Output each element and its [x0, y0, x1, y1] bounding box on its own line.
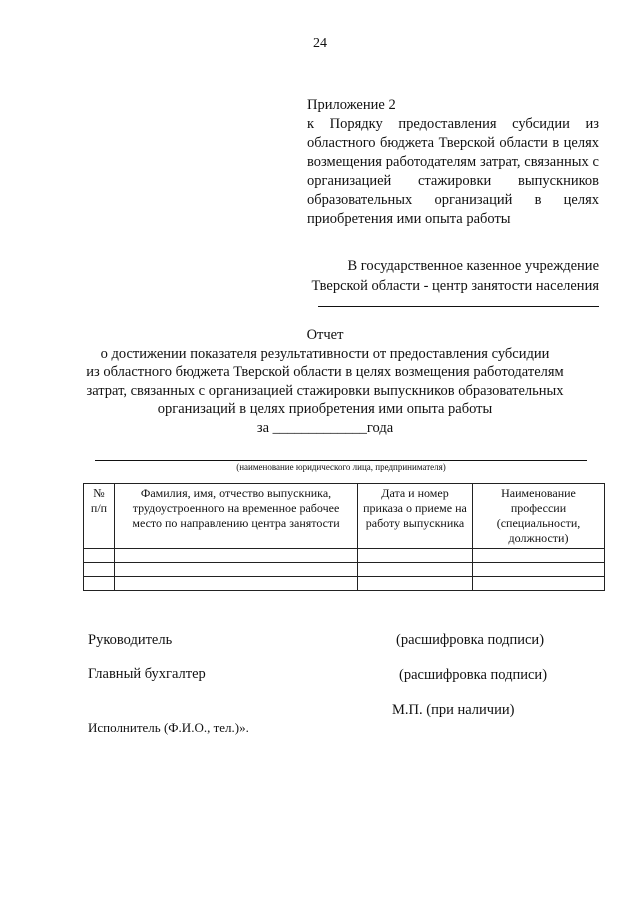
header-full-name: Фамилия, имя, отчество выпускника, трудоустроенного на временное рабочее место по направлению центра занятости [115, 484, 358, 549]
accountant-label: Главный бухгалтер [88, 666, 206, 682]
appendix-title: Приложение 2 [307, 97, 396, 113]
entity-caption: (наименование юридического лица, предпринимателя) [236, 462, 446, 472]
entity-blank-line [95, 460, 587, 461]
period-prefix: за [256, 419, 270, 436]
addressee [292, 256, 599, 296]
table-cell [473, 563, 605, 577]
accountant-decode: (расшифровка подписи) [399, 667, 548, 683]
report-line-3: затрат, связанных с организацией стажировки выпускников образовательных [86, 382, 564, 399]
addressee-line-1: В государственное казенное учреждение [347, 258, 599, 274]
table-cell [358, 577, 473, 591]
table-cell [84, 563, 115, 577]
report-title [70, 326, 580, 437]
appendix-block [307, 96, 599, 229]
report-line-1: о достижении показателя результативности от предоставления субсидии [100, 345, 550, 362]
table-cell [84, 549, 115, 563]
report-line-4: организаций в целях приобретения ими опыта работы [157, 401, 493, 417]
executor-label: Исполнитель (Ф.И.О., тел.)». [88, 720, 249, 735]
table-cell [358, 549, 473, 563]
addressee-blank-line [318, 306, 599, 307]
report-heading: Отчет [306, 327, 344, 343]
table-cell [358, 563, 473, 577]
head-label: Руководитель [88, 632, 173, 648]
table-cell [84, 577, 115, 591]
table-row [84, 577, 605, 591]
table-cell [115, 549, 358, 563]
table-row [84, 563, 605, 577]
graduates-table [83, 483, 605, 591]
table-header-row [84, 484, 605, 549]
stamp-label: М.П. (при наличии) [392, 702, 515, 718]
header-order: Дата и номер приказа о приеме на работу выпускника [358, 484, 473, 549]
head-decode: (расшифровка подписи) [396, 632, 545, 648]
report-period [70, 419, 580, 438]
appendix-text: к Порядку предоставления субсидии из областного бюджета Тверской области в целях возмещения работодателям затрат, связанных с организацией стажировки выпускников образовательных организаций в целях приобретения ими опыта работы [307, 116, 599, 227]
table-cell [473, 577, 605, 591]
period-blank: _____________ [272, 419, 367, 436]
page-number: 24 [313, 36, 327, 51]
table-cell [115, 563, 358, 577]
table-row [84, 549, 605, 563]
header-number: № п/п [84, 484, 115, 549]
table-cell [115, 577, 358, 591]
addressee-line-2: Тверской области - центр занятости населения [311, 278, 599, 294]
report-line-2: из областного бюджета Тверской области в целях возмещения работодателям [86, 364, 564, 380]
header-profession: Наименование профессии (специальности, должности) [473, 484, 605, 549]
table-cell [473, 549, 605, 563]
period-suffix: года [366, 419, 394, 436]
